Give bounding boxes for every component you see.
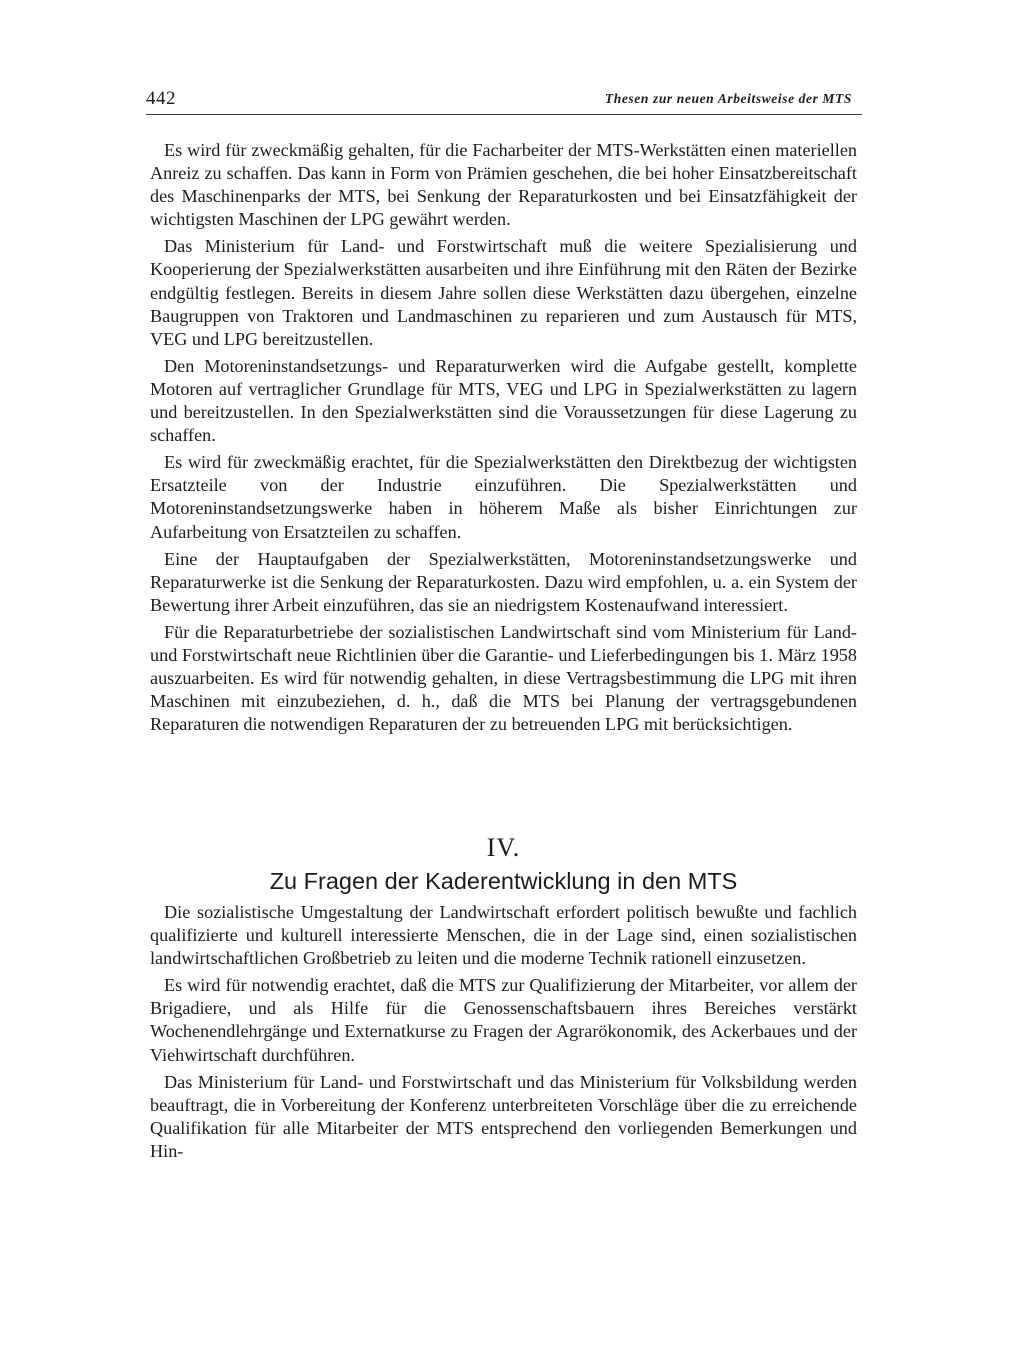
- paragraph: Das Ministerium für Land- und Forstwirtschaft und das Ministerium für Volksbildung werden beauftragt, die in Vorbereitung der Konferenz unterbreiteten Vorschläge über die zu erreichende Qualifikation für alle Mitarbeiter der MTS entsprechend den vorliegenden Bemerkungen und Hin-: [150, 1071, 857, 1161]
- paragraph: Es wird für zweckmäßig gehalten, für die Facharbeiter der MTS-Werkstätten einen materiellen Anreiz zu schaffen. Das kann in Form von Prämien geschehen, die bei hoher Einsatzbereitschaft des Maschinenparks der MTS, bei Senkung der Reparaturkosten und bei Einsatzfähigkeit der wichtigsten Maschinen der LPG gewährt werden.: [150, 140, 857, 230]
- paragraph: Es wird für notwendig erachtet, daß die MTS zur Qualifizierung der Mitarbeiter, vor allem der Brigadiere, und als Hilfe für die Genossenschaftsbauern ihres Bereiches verstärkt Wochenendlehrgänge und Externatkurse zu Fragen der Agrarökonomik, des Ackerbaues und der Viehwirtschaft durchführen.: [150, 975, 857, 1065]
- section-number: IV.: [486, 833, 521, 862]
- running-title: Thesen zur neuen Arbeitsweise der MTS: [604, 91, 852, 106]
- paragraph: Die sozialistische Umgestaltung der Landwirtschaft erfordert politisch bewußte und fachlich qualifizierte und kulturell interessierte Menschen, die in der Lage sind, einen sozialistischen landwirtschaftlichen Großbetrieb zu leiten und die moderne Technik rationell einzusetzen.: [150, 902, 857, 969]
- paragraph: Den Motoreninstandsetzungs- und Reparaturwerken wird die Aufgabe gestellt, komplette Motoren auf vertraglicher Grundlage für MTS, VEG und LPG in Spezialwerkstätten zu lagern und bereitzustellen. In den Spezialwerkstätten sind die Voraussetzungen für diese Lagerung zu schaffen.: [150, 355, 857, 446]
- page-number: 442: [146, 88, 176, 109]
- paragraph: Eine der Hauptaufgaben der Spezialwerkstätten, Motoreninstandsetzungswerke und Reparaturwerke ist die Senkung der Reparaturkosten. Dazu wird empfohlen, u. a. ein System der Bewertung ihrer Arbeit einzuführen, das sie an niedrigstem Kostenaufwand interessiert.: [150, 548, 857, 615]
- body-text-top: [150, 139, 857, 740]
- section-heading: Zu Fragen der Kaderentwicklung in den MTS: [269, 868, 738, 894]
- paragraph: Es wird für zweckmäßig erachtet, für die Spezialwerkstätten den Direktbezug der wichtigsten Ersatzteile von der Industrie einzuführen. Die Spezialwerkstätten und Motoreninstandsetzungswerke haben in höherem Maße als bisher Einrichtungen zur Aufarbeitung von Ersatzteilen zu schaffen.: [150, 452, 857, 542]
- paragraph: Für die Reparaturbetriebe der sozialistischen Landwirtschaft sind vom Ministerium für Land- und Forstwirtschaft neue Richtlinien über die Garantie- und Lieferbedingungen bis 1. März 1958 auszuarbeiten. Es wird für notwendig gehalten, in diese Vertragsbestimmung die LPG mit ihren Maschinen mit einzubeziehen, d. h., daß die MTS bei Planung der vertragsgebundenen Reparaturen die notwendigen Reparaturen der zu betreuenden LPG mit berücksichtigen.: [150, 621, 857, 735]
- running-header: [146, 88, 862, 115]
- paragraph: Das Ministerium für Land- und Forstwirtschaft muß die weitere Spezialisierung und Kooperierung der Spezialwerkstätten ausarbeiten und ihre Einführung mit den Räten der Bezirke endgültig festlegen. Bereits in diesem Jahre sollen diese Werkstätten dazu übergehen, einzelne Baugruppen von Traktoren und Landmaschinen zu reparieren und zum Austausch für MTS, VEG und LPG bereitzustellen.: [150, 236, 857, 349]
- body-text-section-iv: [150, 901, 857, 1167]
